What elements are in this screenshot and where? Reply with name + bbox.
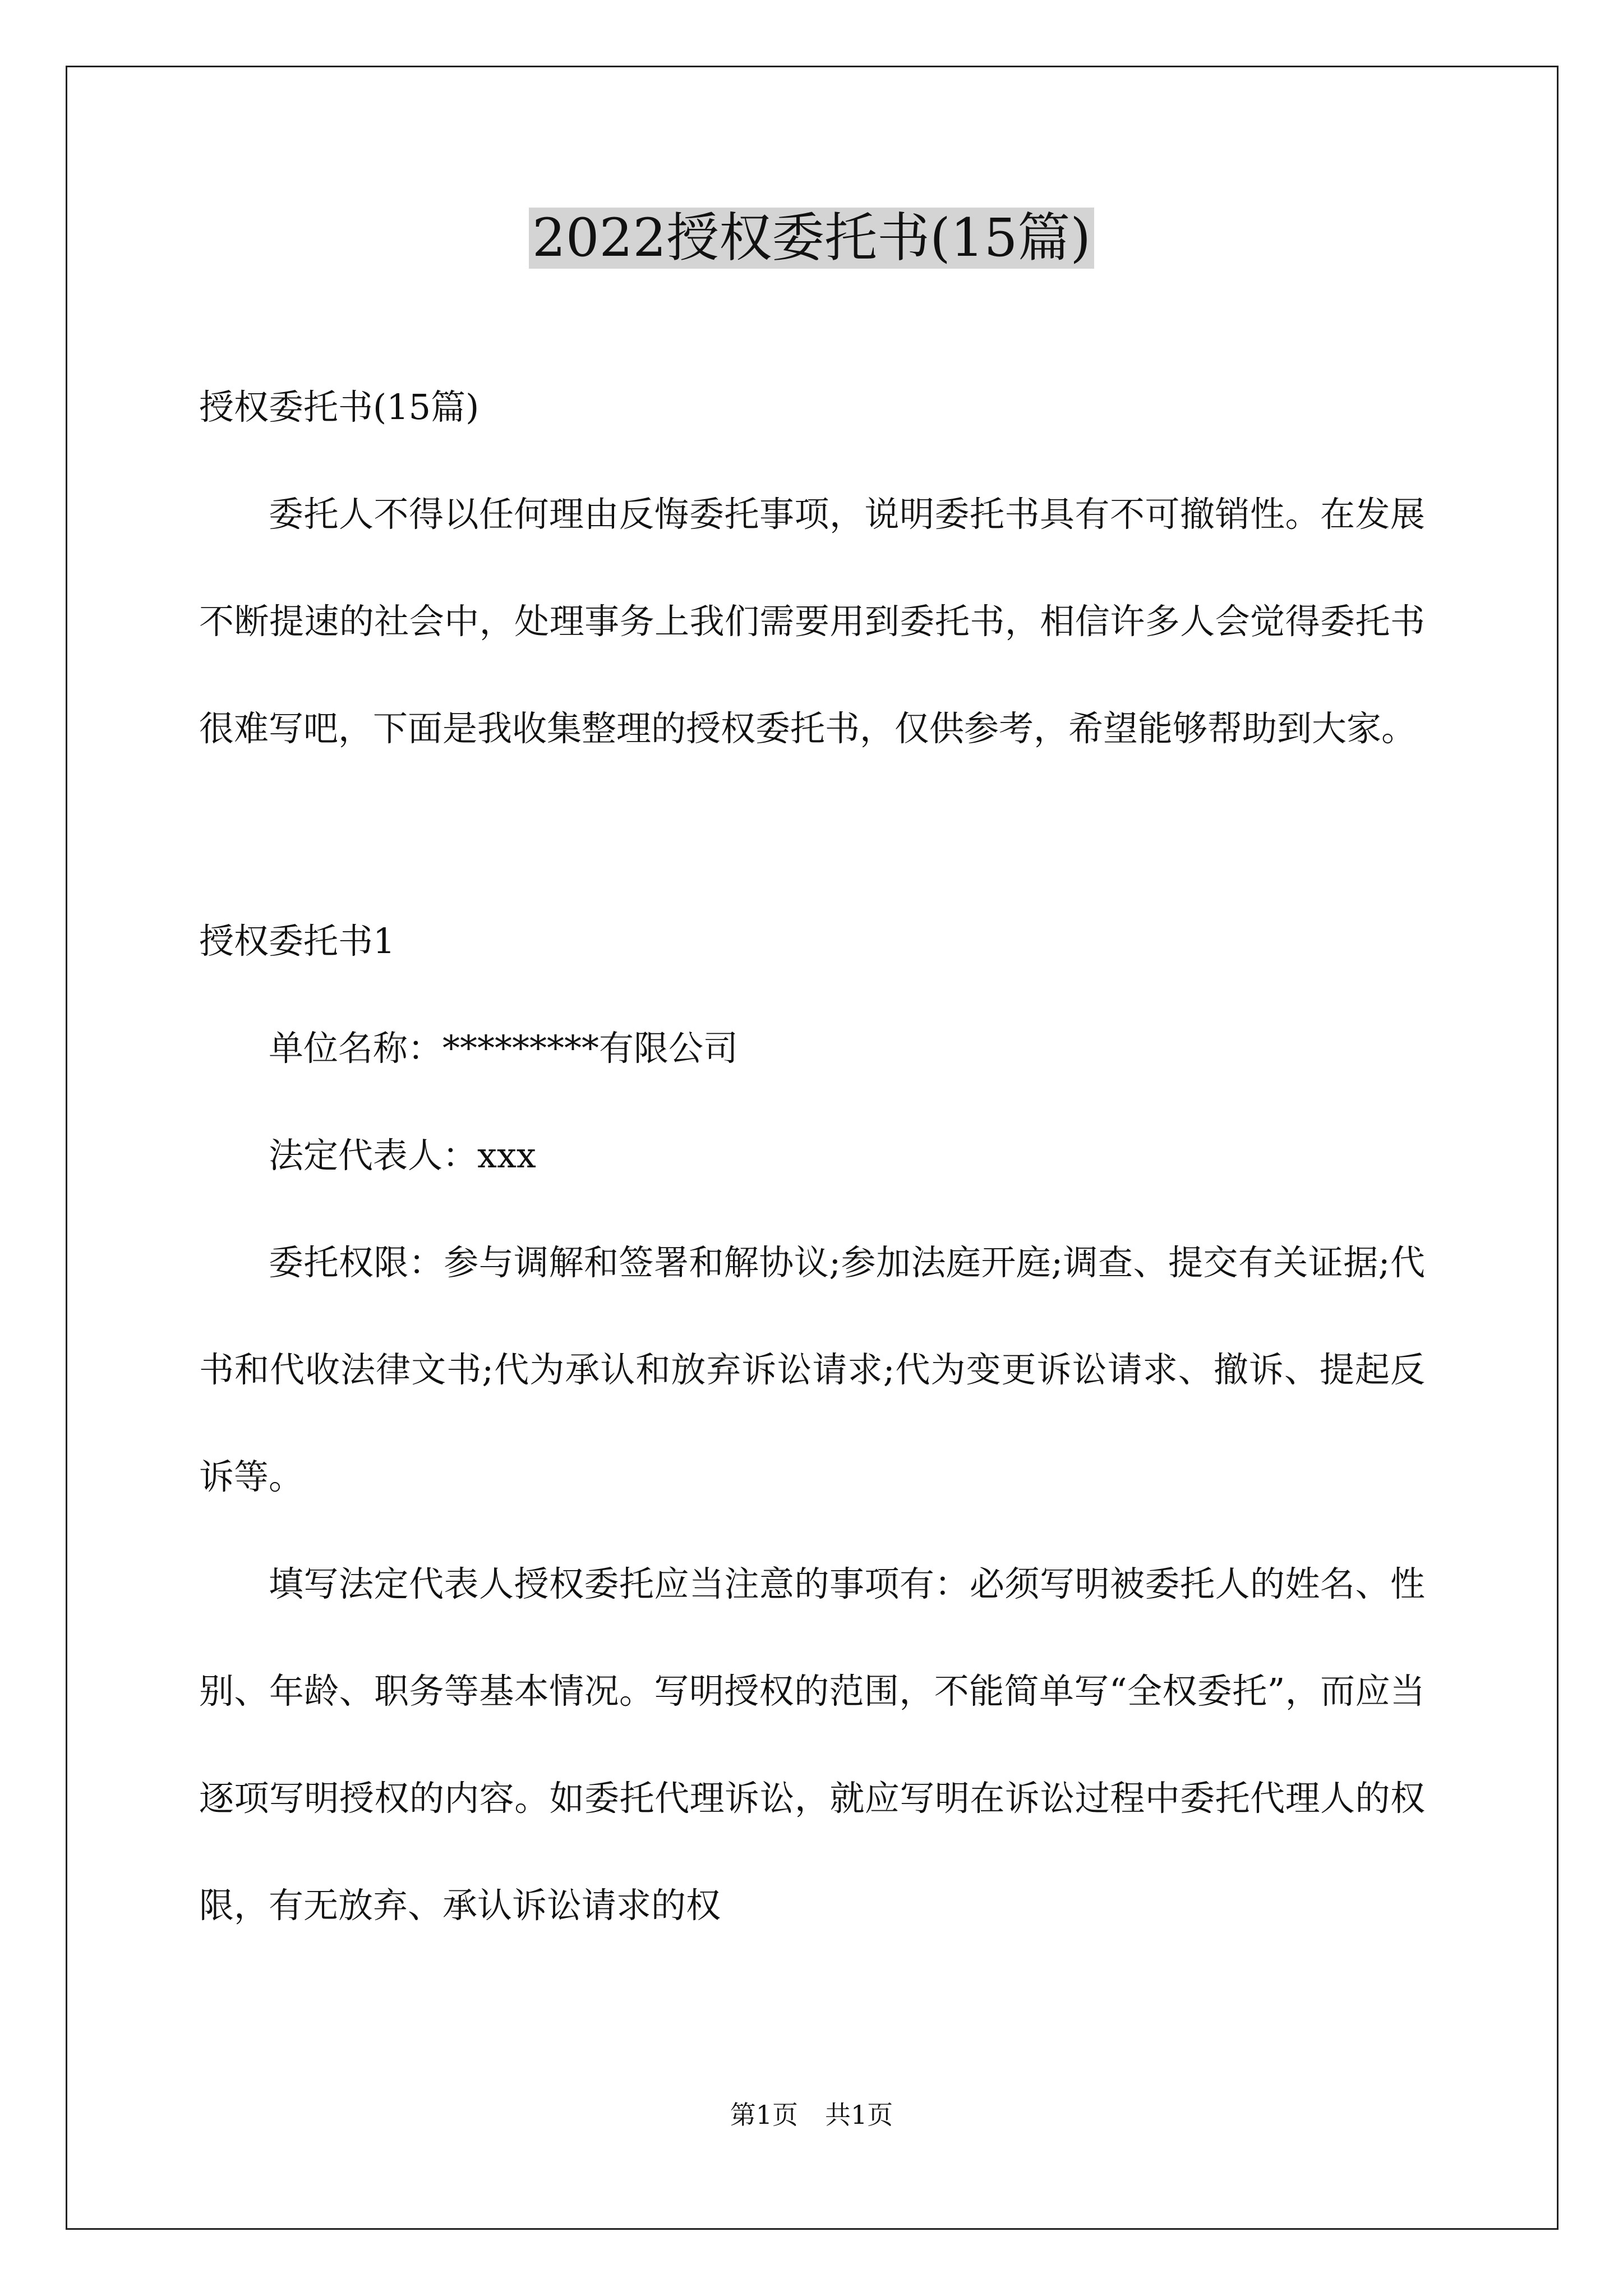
authority-paragraph: 委托权限：参与调解和签署和解协议;参加法庭开庭;调查、提交有关证据;代书和代收法律文书;代为承认和放弃诉讼请求;代为变更诉讼请求、撤诉、提起反诉等。 [199, 1242, 1425, 1497]
section-heading: 授权委托书1 [199, 921, 395, 961]
unit-name-line: 单位名称：*********有限公司 [269, 1028, 739, 1069]
intro-paragraph: 委托人不得以任何理由反悔委托事项，说明委托书具有不可撤销性。在发展不断提速的社会中，处理事务上我们需要用到委托书，相信许多人会觉得委托书很难写吧，下面是我收集整理的授权委托书，仅供参考，希望能够帮助到大家。 [199, 494, 1425, 749]
notes-paragraph: 填写法定代表人授权委托应当注意的事项有：必须写明被委托人的姓名、性别、年龄、职务等基本情况。写明授权的范围，不能简单写“全权委托”，而应当逐项写明授权的内容。如委托代理诉讼，就应写明在诉讼过程中委托代理人的权限，有无放弃、承认诉讼请求的权 [199, 1563, 1425, 1926]
legal-representative-line: 法定代表人：xxx [269, 1135, 536, 1176]
document-body [199, 353, 1425, 1959]
page-number: 第1页 [730, 2100, 798, 2130]
subtitle: 授权委托书(15篇) [199, 386, 479, 427]
title-highlight: 2022授权委托书(15篇) [529, 208, 1094, 269]
page-total: 共1页 [825, 2100, 893, 2130]
document-title [0, 202, 1623, 275]
page-footer [0, 2098, 1623, 2132]
